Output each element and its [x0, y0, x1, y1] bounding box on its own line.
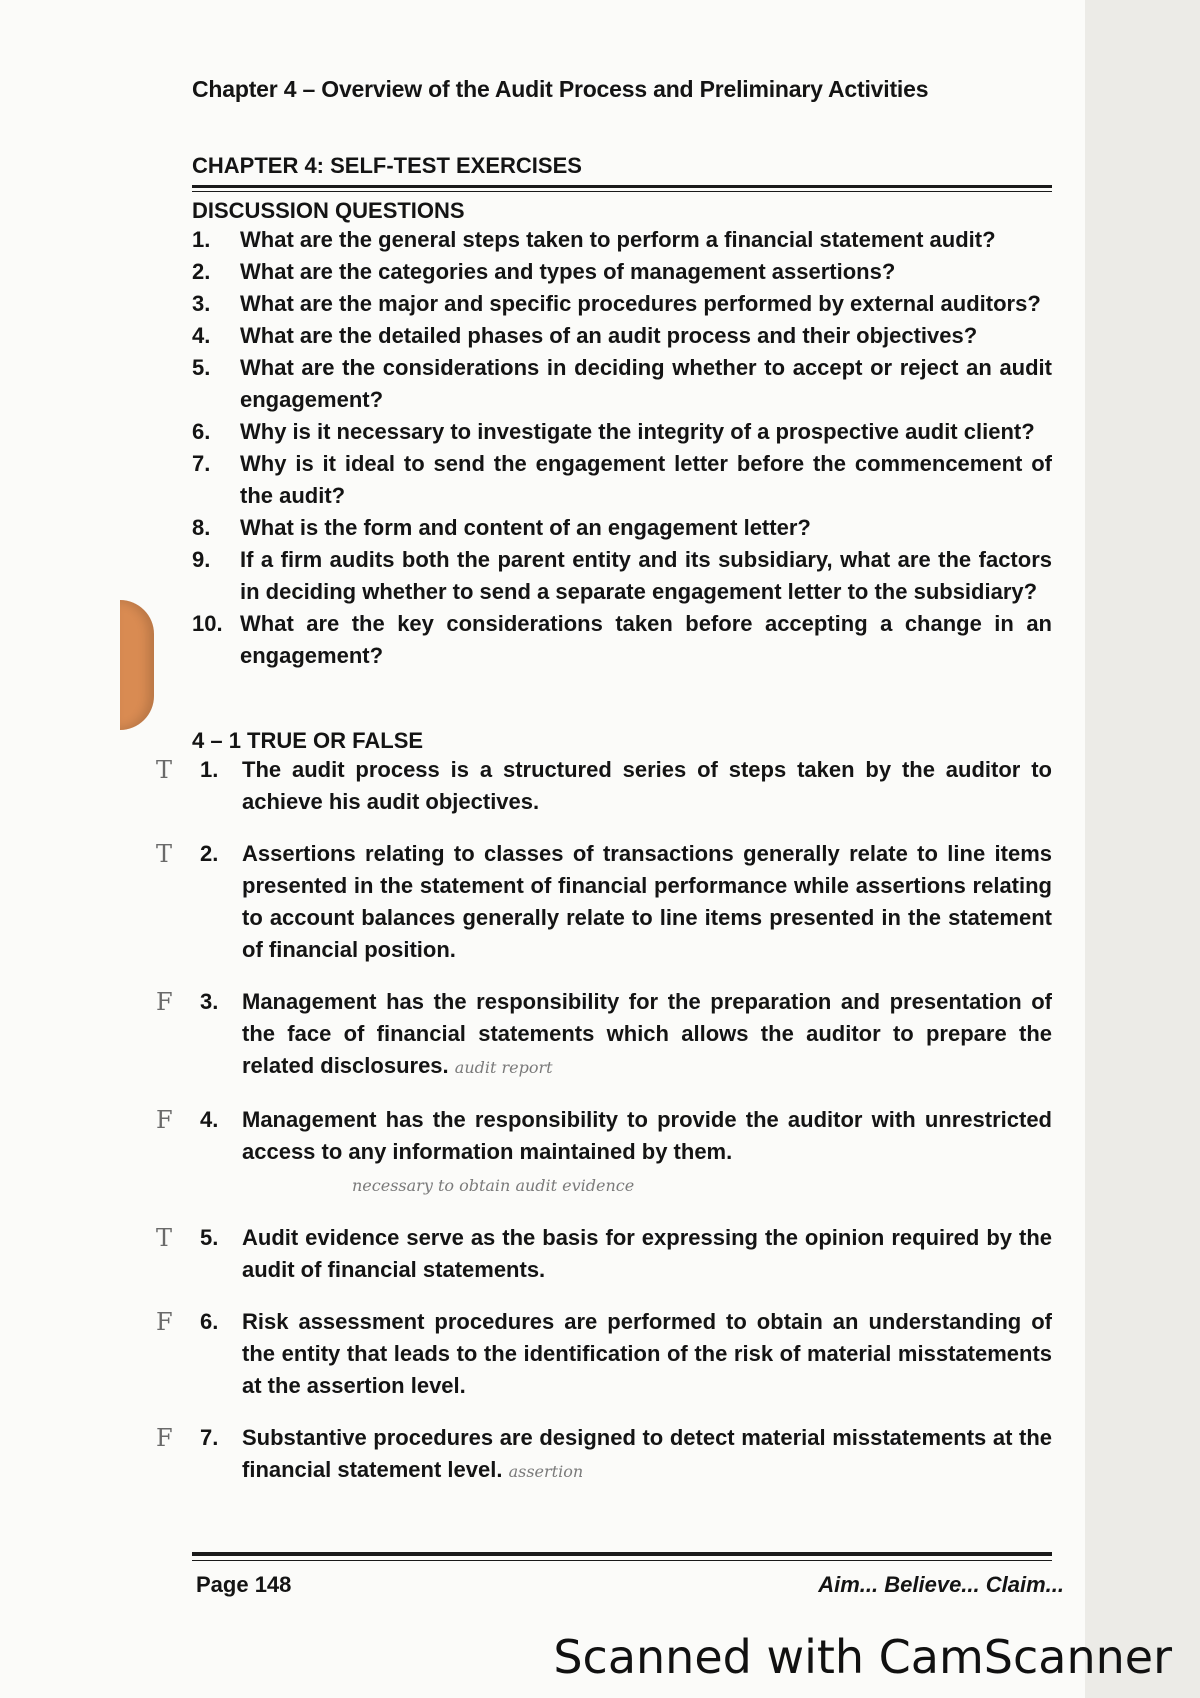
- tf-number: 5.: [200, 1225, 219, 1250]
- discussion-question: [192, 416, 1052, 448]
- self-test-title: CHAPTER 4: SELF-TEST EXERCISES: [192, 153, 582, 178]
- tf-item: [156, 1104, 1052, 1202]
- question-number: 4.: [192, 323, 211, 348]
- scan-margin: [1085, 0, 1200, 1698]
- tf-item: [156, 986, 1052, 1084]
- thumb-shadow: [120, 600, 154, 730]
- question-number: 8.: [192, 515, 211, 540]
- handwritten-answer-mark: T: [156, 840, 173, 868]
- question-text: What are the considerations in deciding whether to accept or reject an audit engagement?: [240, 355, 1052, 412]
- discussion-question: [192, 544, 1052, 608]
- question-text: What are the key considerations taken before accepting a change in an engagement?: [240, 611, 1052, 668]
- camscanner-watermark: Scanned with CamScanner: [553, 1630, 1172, 1684]
- discussion-question: [192, 608, 1052, 672]
- question-number: 9.: [192, 547, 211, 572]
- handwritten-answer-mark: F: [156, 988, 173, 1016]
- tf-item: [156, 1422, 1052, 1488]
- title-rule-thick: [192, 185, 1052, 188]
- running-head: Chapter 4 – Overview of the Audit Process and Preliminary Activities: [192, 76, 929, 102]
- tf-item: [156, 838, 1052, 966]
- tf-statement: Management has the responsibility for the preparation and presentation of the face of financial statements which allows the auditor to prepare the related disclosures.: [242, 989, 1052, 1078]
- question-text: What are the major and specific procedures performed by external auditors?: [240, 291, 1041, 316]
- handwritten-answer-mark: F: [156, 1106, 173, 1134]
- tf-item: [156, 754, 1052, 818]
- tf-statement: Audit evidence serve as the basis for expressing the opinion required by the audit of financial statements.: [242, 1225, 1052, 1282]
- discussion-heading: DISCUSSION QUESTIONS: [192, 198, 465, 223]
- discussion-question: [192, 288, 1052, 320]
- title-rule-thin: [192, 191, 1052, 192]
- question-number: 10.: [192, 611, 223, 636]
- page-content: [156, 76, 1052, 1508]
- handwritten-note: necessary to obtain audit evidence: [352, 1176, 635, 1195]
- tf-number: 2.: [200, 841, 219, 866]
- question-text: What are the detailed phases of an audit process and their objectives?: [240, 323, 978, 348]
- question-text: Why is it ideal to send the engagement letter before the commencement of the audit?: [240, 451, 1052, 508]
- tf-statement: Risk assessment procedures are performed to obtain an understanding of the entity that leads to the identification of the risk of material misstatements at the assertion level.: [242, 1309, 1052, 1398]
- discussion-question: [192, 512, 1052, 544]
- question-number: 2.: [192, 259, 211, 284]
- handwritten-answer-mark: F: [156, 1308, 173, 1336]
- handwritten-note: assertion: [508, 1462, 584, 1481]
- tf-item: [156, 1222, 1052, 1286]
- discussion-question: [192, 448, 1052, 512]
- question-text: What is the form and content of an engagement letter?: [240, 515, 811, 540]
- footer-slogan: Aim... Believe... Claim...: [818, 1572, 1064, 1597]
- footer-rule-thick: [192, 1552, 1052, 1556]
- tf-statement: Substantive procedures are designed to detect material misstatements at the financial statement level.: [242, 1425, 1052, 1482]
- question-text: If a firm audits both the parent entity and its subsidiary, what are the factors in deciding whether to send a separate engagement letter to the subsidiary?: [240, 547, 1052, 604]
- tf-statement: Management has the responsibility to provide the auditor with unrestricted access to any information maintained by them.: [242, 1107, 1052, 1164]
- question-number: 3.: [192, 291, 211, 316]
- page-number: Page 148: [196, 1572, 292, 1597]
- tf-number: 3.: [200, 989, 219, 1014]
- discussion-question: [192, 352, 1052, 416]
- question-number: 7.: [192, 451, 211, 476]
- handwritten-answer-mark: F: [156, 1424, 173, 1452]
- tf-item: [156, 1306, 1052, 1402]
- question-number: 1.: [192, 227, 211, 252]
- tf-number: 6.: [200, 1309, 219, 1334]
- tf-number: 7.: [200, 1425, 219, 1450]
- question-text: What are the categories and types of management assertions?: [240, 259, 896, 284]
- discussion-question: [192, 224, 1052, 256]
- handwritten-answer-mark: T: [156, 756, 173, 784]
- handwritten-answer-mark: T: [156, 1224, 173, 1252]
- footer-rule-thin: [192, 1560, 1052, 1561]
- question-number: 5.: [192, 355, 211, 380]
- tf-number: 1.: [200, 757, 219, 782]
- handwritten-note: audit report: [454, 1058, 553, 1077]
- discussion-question: [192, 256, 1052, 288]
- true-false-heading: 4 – 1 TRUE OR FALSE: [192, 728, 424, 753]
- tf-statement: The audit process is a structured series of steps taken by the auditor to achieve his audit objectives.: [242, 757, 1052, 814]
- question-text: What are the general steps taken to perform a financial statement audit?: [240, 227, 996, 252]
- tf-statement: Assertions relating to classes of transactions generally relate to line items presented in the statement of financial performance while assertions relating to account balances generally relate to line items presented in the statement of financial position.: [242, 841, 1052, 962]
- tf-number: 4.: [200, 1107, 219, 1132]
- discussion-list: [192, 224, 1052, 672]
- discussion-question: [192, 320, 1052, 352]
- question-number: 6.: [192, 419, 211, 444]
- question-text: Why is it necessary to investigate the integrity of a prospective audit client?: [240, 419, 1035, 444]
- true-false-list: [156, 754, 1052, 1488]
